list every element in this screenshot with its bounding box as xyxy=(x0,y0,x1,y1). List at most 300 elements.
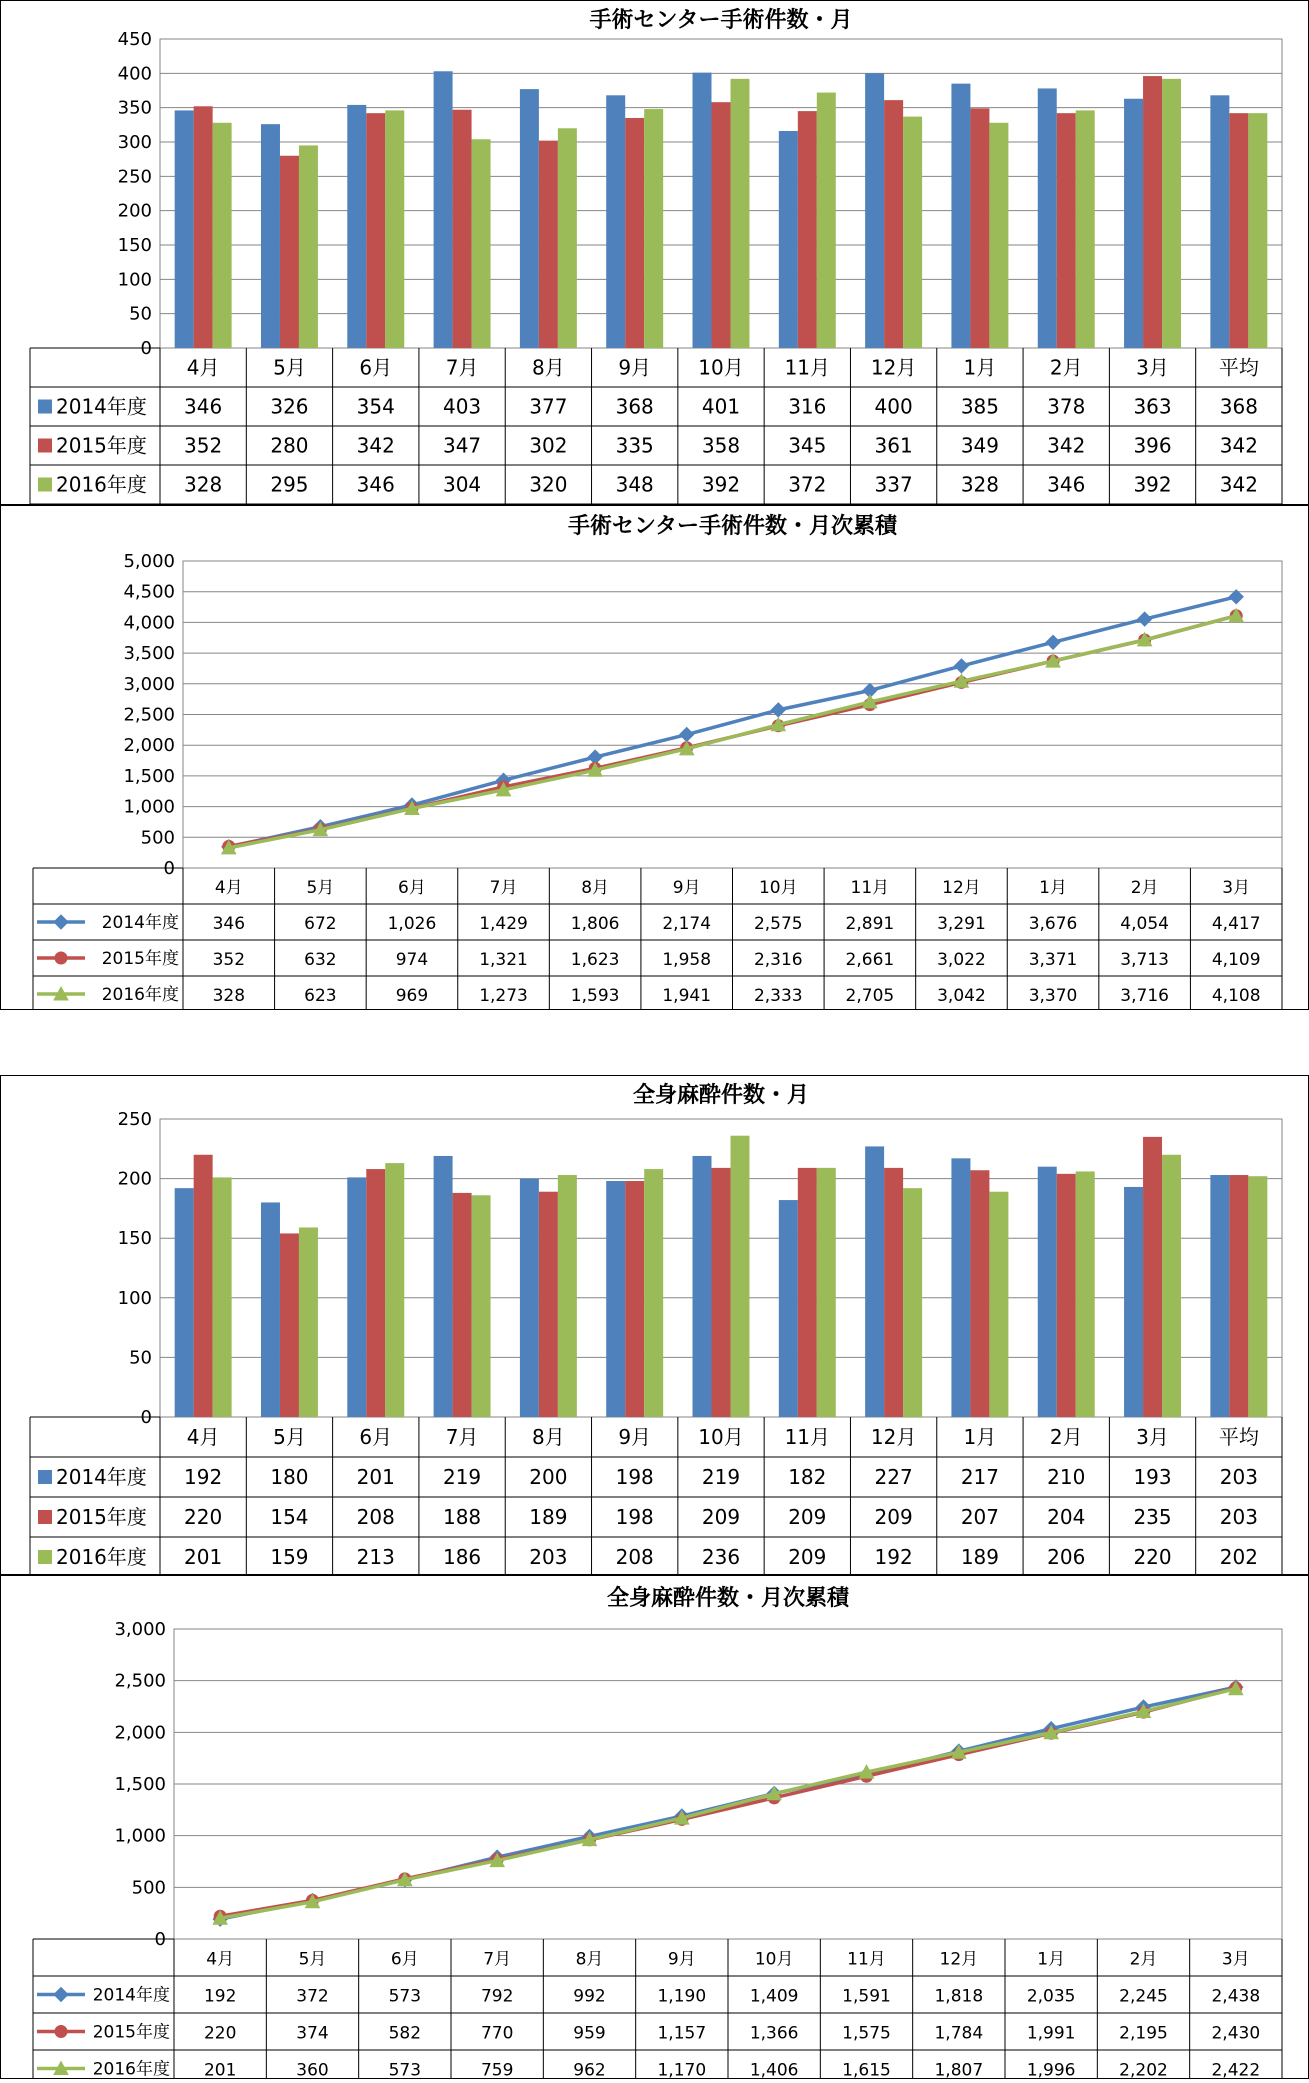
bar-2015年度-平均 xyxy=(1229,1175,1248,1417)
y-tick-label: 500 xyxy=(131,1877,166,1899)
data-cell-2015年度: 188 xyxy=(442,1505,482,1529)
bar-2014年度-12月 xyxy=(865,73,884,348)
x-category-label: 10月 xyxy=(754,1949,794,1970)
data-cell-2016年度: 392 xyxy=(701,472,741,497)
x-category-label: 平均 xyxy=(1218,1425,1259,1449)
x-category-label: 1月 xyxy=(1039,878,1067,898)
x-category-label: 10月 xyxy=(698,1425,744,1449)
data-cell-2014年度: 1,591 xyxy=(842,1986,891,2007)
data-cell-2014年度: 2,575 xyxy=(753,914,803,934)
data-cell-2016年度: 1,170 xyxy=(657,2060,707,2079)
data-cell-2014年度: 210 xyxy=(1047,1465,1086,1489)
y-tick-label: 200 xyxy=(117,200,152,222)
data-cell-2016年度: 202 xyxy=(1219,1545,1258,1569)
data-cell-2016年度: 304 xyxy=(442,472,482,497)
x-category-label: 7月 xyxy=(489,878,518,898)
bar-2015年度-2月 xyxy=(1057,1174,1076,1417)
y-tick-label: 250 xyxy=(117,1109,152,1130)
legend-label: 2016年度 xyxy=(56,1545,147,1569)
data-cell-2015年度: 204 xyxy=(1047,1505,1086,1529)
bar-2016年度-2月 xyxy=(1076,1171,1095,1417)
data-cell-2014年度: 2,174 xyxy=(662,914,712,934)
data-cell-2015年度: 1,366 xyxy=(749,2023,799,2044)
data-cell-2014年度: 193 xyxy=(1133,1465,1172,1489)
data-cell-2015年度: 1,321 xyxy=(479,950,528,970)
bar-2014年度-平均 xyxy=(1210,1175,1229,1417)
data-cell-2015年度: 1,157 xyxy=(657,2023,707,2044)
legend-label: 2016年度 xyxy=(101,985,179,1005)
data-cell-2016年度: 342 xyxy=(1219,472,1258,497)
y-tick-label: 4,500 xyxy=(123,581,175,603)
data-cell-2014年度: 401 xyxy=(701,394,741,419)
x-category-label: 5月 xyxy=(273,1425,306,1449)
bar-2014年度-11月 xyxy=(779,131,798,348)
bar-2014年度-2月 xyxy=(1038,1167,1057,1417)
legend-key-2016年度 xyxy=(38,478,52,492)
data-cell-2016年度: 208 xyxy=(615,1545,654,1569)
bar-2016年度-5月 xyxy=(299,1227,318,1417)
y-tick-label: 200 xyxy=(117,1168,152,1190)
data-cell-2014年度: 1,429 xyxy=(479,914,528,934)
x-category-label: 12月 xyxy=(870,1425,917,1449)
legend-label: 2014年度 xyxy=(92,1985,170,2006)
bar-2015年度-4月 xyxy=(194,106,213,348)
bar-2015年度-平均 xyxy=(1229,113,1248,348)
data-cell-2015年度: 198 xyxy=(615,1505,654,1529)
data-cell-2016年度: 3,370 xyxy=(1028,986,1078,1006)
x-category-label: 11月 xyxy=(850,878,890,898)
bar-2015年度-1月 xyxy=(970,1170,989,1417)
x-category-label: 平均 xyxy=(1218,355,1259,380)
bar-2016年度-7月 xyxy=(472,139,491,348)
anesthesia-monthly-chart xyxy=(0,1075,1309,1575)
data-cell-2014年度: 377 xyxy=(529,394,568,419)
x-category-label: 12月 xyxy=(870,355,917,380)
data-cell-2015年度: 1,575 xyxy=(842,2023,891,2044)
anesthesia-monthly-svg xyxy=(0,1075,1309,1575)
data-cell-2016年度: 392 xyxy=(1133,472,1172,497)
x-category-label: 9月 xyxy=(618,355,652,380)
bar-2015年度-10月 xyxy=(712,1168,731,1417)
y-tick-label: 2,500 xyxy=(114,1670,166,1692)
data-cell-2016年度: 328 xyxy=(184,472,223,497)
bar-2014年度-3月 xyxy=(1124,99,1143,348)
legend-key-2015年度 xyxy=(38,1510,52,1524)
bar-2014年度-9月 xyxy=(606,1181,625,1417)
bar-2015年度-3月 xyxy=(1143,76,1162,348)
data-cell-2015年度: 358 xyxy=(701,433,741,458)
data-cell-2016年度: 962 xyxy=(573,2060,606,2079)
bar-2014年度-4月 xyxy=(175,110,194,348)
data-cell-2014年度: 217 xyxy=(960,1465,1000,1489)
bar-2014年度-平均 xyxy=(1210,95,1229,348)
bar-2015年度-12月 xyxy=(884,1168,903,1417)
x-category-label: 2月 xyxy=(1130,878,1159,898)
data-cell-2015年度: 374 xyxy=(296,2023,329,2044)
data-cell-2016年度: 192 xyxy=(874,1545,913,1569)
data-cell-2015年度: 349 xyxy=(960,433,1000,458)
data-cell-2015年度: 345 xyxy=(788,433,827,458)
x-category-label: 1月 xyxy=(963,355,997,380)
legend-label: 2016年度 xyxy=(92,2059,170,2079)
x-category-label: 7月 xyxy=(483,1949,512,1970)
bar-2014年度-2月 xyxy=(1038,88,1057,348)
bar-2015年度-7月 xyxy=(453,110,472,348)
legend-label: 2016年度 xyxy=(56,472,147,497)
bar-2015年度-4月 xyxy=(194,1155,213,1417)
x-category-label: 3月 xyxy=(1222,878,1251,898)
data-cell-2015年度: 3,713 xyxy=(1120,950,1169,970)
legend-key-2016年度 xyxy=(38,1550,52,1564)
x-category-label: 2月 xyxy=(1049,1425,1083,1449)
bar-2015年度-10月 xyxy=(712,102,731,348)
data-cell-2016年度: 759 xyxy=(480,2060,514,2079)
data-cell-2016年度: 213 xyxy=(356,1545,395,1569)
x-category-label: 7月 xyxy=(445,1425,479,1449)
y-tick-label: 0 xyxy=(140,1407,152,1428)
x-category-label: 3月 xyxy=(1221,1949,1250,1970)
x-category-label: 3月 xyxy=(1136,1425,1169,1449)
bar-2016年度-11月 xyxy=(817,93,836,348)
data-cell-2016年度: 346 xyxy=(356,472,395,497)
data-cell-2015年度: 220 xyxy=(203,2023,237,2044)
bar-2014年度-7月 xyxy=(434,1156,453,1417)
bar-2015年度-2月 xyxy=(1057,113,1076,348)
data-cell-2015年度: 3,022 xyxy=(937,950,986,970)
data-cell-2014年度: 198 xyxy=(615,1465,654,1489)
data-cell-2016年度: 201 xyxy=(203,2060,237,2079)
legend-label: 2015年度 xyxy=(101,949,179,969)
x-category-label: 8月 xyxy=(532,1425,565,1449)
bar-2016年度-4月 xyxy=(213,1177,232,1417)
y-tick-label: 100 xyxy=(117,1287,152,1309)
y-tick-label: 50 xyxy=(129,1347,152,1369)
legend-label: 2015年度 xyxy=(56,433,147,458)
x-category-label: 2月 xyxy=(1129,1949,1158,1970)
y-tick-label: 2,500 xyxy=(123,704,175,726)
bar-2015年度-9月 xyxy=(625,1181,644,1417)
bar-2016年度-8月 xyxy=(558,1175,577,1417)
legend-label: 2014年度 xyxy=(56,1465,147,1489)
data-cell-2015年度: 220 xyxy=(184,1505,223,1529)
data-cell-2016年度: 1,941 xyxy=(662,986,712,1006)
bar-2016年度-5月 xyxy=(299,145,318,348)
bar-2015年度-6月 xyxy=(366,113,385,348)
bar-2014年度-5月 xyxy=(261,1202,280,1417)
data-cell-2016年度: 236 xyxy=(701,1545,741,1569)
data-cell-2016年度: 320 xyxy=(529,472,568,497)
bar-2015年度-11月 xyxy=(798,111,817,348)
y-tick-label: 150 xyxy=(117,235,152,256)
data-cell-2014年度: 4,417 xyxy=(1211,914,1261,934)
data-cell-2014年度: 200 xyxy=(529,1465,568,1489)
chart-title: 全身麻酔件数・月次累積 xyxy=(606,1586,850,1611)
data-cell-2014年度: 201 xyxy=(356,1465,395,1489)
y-tick-label: 250 xyxy=(117,166,152,188)
data-cell-2016年度: 159 xyxy=(270,1545,309,1569)
data-cell-2014年度: 346 xyxy=(184,394,223,419)
data-cell-2015年度: 189 xyxy=(529,1505,568,1529)
legend-marker-2015年度 xyxy=(55,2026,67,2038)
bar-2015年度-11月 xyxy=(798,1168,817,1417)
data-cell-2016年度: 209 xyxy=(788,1545,827,1569)
x-category-label: 11月 xyxy=(847,1949,886,1970)
bar-2014年度-4月 xyxy=(175,1188,194,1417)
data-cell-2014年度: 4,054 xyxy=(1120,914,1169,934)
x-category-label: 6月 xyxy=(359,355,393,380)
data-cell-2016年度: 328 xyxy=(960,472,1000,497)
data-cell-2014年度: 672 xyxy=(304,914,337,934)
bar-2016年度-12月 xyxy=(903,1188,922,1417)
data-cell-2014年度: 219 xyxy=(701,1465,741,1489)
data-cell-2015年度: 632 xyxy=(304,950,337,970)
data-cell-2016年度: 337 xyxy=(874,472,913,497)
data-cell-2014年度: 1,806 xyxy=(570,914,620,934)
bar-2015年度-5月 xyxy=(280,156,299,348)
data-cell-2014年度: 180 xyxy=(270,1465,309,1489)
x-category-label: 6月 xyxy=(398,878,426,898)
x-category-label: 12月 xyxy=(942,878,981,898)
bar-2015年度-8月 xyxy=(539,1192,558,1417)
data-cell-2014年度: 346 xyxy=(212,914,246,934)
legend-label: 2015年度 xyxy=(56,1505,147,1529)
data-cell-2015年度: 342 xyxy=(356,433,395,458)
data-cell-2014年度: 182 xyxy=(788,1465,827,1489)
data-cell-2015年度: 352 xyxy=(212,950,246,970)
data-cell-2016年度: 346 xyxy=(1047,472,1086,497)
data-cell-2016年度: 189 xyxy=(960,1545,1000,1569)
data-cell-2015年度: 209 xyxy=(874,1505,913,1529)
data-cell-2016年度: 3,716 xyxy=(1120,986,1169,1006)
legend-key-2015年度 xyxy=(38,439,52,453)
data-cell-2015年度: 396 xyxy=(1133,433,1172,458)
data-cell-2016年度: 348 xyxy=(615,472,654,497)
legend-key-2014年度 xyxy=(38,400,52,414)
x-category-label: 1月 xyxy=(963,1425,997,1449)
bar-2014年度-9月 xyxy=(606,95,625,348)
y-tick-label: 500 xyxy=(140,827,175,849)
y-tick-label: 4,000 xyxy=(123,612,175,634)
data-cell-2016年度: 186 xyxy=(442,1545,482,1569)
data-cell-2016年度: 203 xyxy=(529,1545,568,1569)
data-cell-2014年度: 192 xyxy=(203,1986,237,2007)
bar-2016年度-1月 xyxy=(989,123,1008,348)
data-cell-2015年度: 1,958 xyxy=(662,950,712,970)
y-tick-label: 400 xyxy=(117,63,152,85)
data-cell-2016年度: 4,108 xyxy=(1211,986,1261,1006)
bar-2015年度-12月 xyxy=(884,100,903,348)
data-cell-2014年度: 316 xyxy=(788,394,827,419)
data-cell-2016年度: 1,615 xyxy=(842,2060,891,2079)
bar-2016年度-11月 xyxy=(817,1168,836,1417)
x-category-label: 4月 xyxy=(206,1949,235,1970)
data-cell-2016年度: 1,273 xyxy=(479,986,528,1006)
data-cell-2014年度: 219 xyxy=(442,1465,482,1489)
bar-2016年度-1月 xyxy=(989,1192,1008,1417)
x-category-label: 5月 xyxy=(306,878,335,898)
bar-2016年度-4月 xyxy=(213,123,232,348)
data-cell-2015年度: 959 xyxy=(573,2023,606,2044)
y-tick-label: 1,000 xyxy=(123,796,175,818)
y-tick-label: 1,000 xyxy=(114,1825,166,1847)
y-tick-label: 1,500 xyxy=(114,1774,166,1795)
data-cell-2015年度: 302 xyxy=(529,433,568,458)
x-category-label: 1月 xyxy=(1037,1949,1066,1970)
y-tick-label: 0 xyxy=(163,858,175,879)
x-category-label: 11月 xyxy=(784,1425,831,1449)
data-cell-2014年度: 3,291 xyxy=(937,914,986,934)
anesthesia-cumulative-chart xyxy=(0,1575,1309,2079)
y-tick-label: 50 xyxy=(129,303,152,325)
data-cell-2016年度: 206 xyxy=(1047,1545,1086,1569)
bar-2016年度-7月 xyxy=(472,1195,491,1417)
y-tick-label: 0 xyxy=(154,1929,166,1950)
bar-2014年度-6月 xyxy=(347,105,366,348)
data-cell-2015年度: 342 xyxy=(1219,433,1258,458)
data-cell-2015年度: 1,991 xyxy=(1026,2023,1076,2044)
x-category-label: 4月 xyxy=(186,355,220,380)
data-cell-2014年度: 326 xyxy=(270,394,309,419)
data-cell-2016年度: 1,996 xyxy=(1026,2060,1076,2079)
bar-2014年度-10月 xyxy=(693,1156,712,1417)
bar-2015年度-9月 xyxy=(625,118,644,348)
x-category-label: 9月 xyxy=(618,1425,652,1449)
bar-2014年度-11月 xyxy=(779,1200,798,1417)
bar-2016年度-6月 xyxy=(385,110,404,348)
data-cell-2014年度: 573 xyxy=(388,1986,422,2007)
y-tick-label: 2,000 xyxy=(123,735,175,757)
bar-2016年度-8月 xyxy=(558,128,577,348)
bar-2014年度-1月 xyxy=(951,84,970,348)
x-category-label: 9月 xyxy=(667,1949,696,1970)
y-tick-label: 1,500 xyxy=(123,765,175,787)
data-cell-2016年度: 295 xyxy=(270,472,309,497)
data-cell-2014年度: 363 xyxy=(1133,394,1172,419)
data-cell-2014年度: 1,409 xyxy=(749,1986,799,2007)
x-category-label: 11月 xyxy=(784,355,831,380)
x-category-label: 7月 xyxy=(445,355,479,380)
bar-2014年度-8月 xyxy=(520,89,539,348)
bar-2016年度-6月 xyxy=(385,1163,404,1417)
legend-key-2014年度 xyxy=(38,1470,52,1484)
y-tick-label: 3,000 xyxy=(114,1619,166,1640)
surgery-monthly-svg xyxy=(0,0,1309,505)
data-cell-2014年度: 400 xyxy=(874,394,913,419)
data-cell-2014年度: 192 xyxy=(184,1465,223,1489)
data-cell-2015年度: 2,430 xyxy=(1211,2023,1261,2044)
data-cell-2016年度: 220 xyxy=(1133,1545,1172,1569)
x-category-label: 4月 xyxy=(186,1425,220,1449)
data-cell-2015年度: 342 xyxy=(1047,433,1086,458)
legend-label: 2014年度 xyxy=(56,394,147,419)
data-cell-2015年度: 209 xyxy=(701,1505,741,1529)
data-cell-2014年度: 1,818 xyxy=(934,1986,984,2007)
bar-2016年度-2月 xyxy=(1076,110,1095,348)
x-category-label: 4月 xyxy=(214,878,243,898)
data-cell-2015年度: 1,784 xyxy=(934,2023,984,2044)
x-category-label: 12月 xyxy=(939,1949,979,1970)
y-tick-label: 350 xyxy=(117,97,152,119)
data-cell-2015年度: 582 xyxy=(388,2023,422,2044)
bar-2016年度-9月 xyxy=(644,109,663,348)
data-cell-2014年度: 992 xyxy=(573,1986,606,2007)
bar-2014年度-3月 xyxy=(1124,1187,1143,1417)
bar-2016年度-3月 xyxy=(1162,1155,1181,1417)
surgery-cumulative-svg xyxy=(0,505,1309,1010)
x-category-label: 8月 xyxy=(581,878,610,898)
data-cell-2014年度: 372 xyxy=(296,1986,329,2007)
data-cell-2014年度: 2,245 xyxy=(1119,1986,1168,2007)
data-cell-2014年度: 227 xyxy=(874,1465,913,1489)
y-tick-label: 300 xyxy=(117,132,152,153)
bar-2016年度-10月 xyxy=(730,79,749,348)
data-cell-2015年度: 154 xyxy=(270,1505,309,1529)
bar-2014年度-12月 xyxy=(865,1146,884,1417)
data-cell-2014年度: 378 xyxy=(1047,394,1086,419)
x-category-label: 5月 xyxy=(298,1949,327,1970)
bar-2015年度-8月 xyxy=(539,141,558,348)
surgery-monthly-chart xyxy=(0,0,1309,505)
data-cell-2015年度: 2,661 xyxy=(845,950,895,970)
bar-2014年度-5月 xyxy=(261,124,280,348)
bar-2015年度-5月 xyxy=(280,1233,299,1417)
x-category-label: 6月 xyxy=(390,1949,419,1970)
x-category-label: 5月 xyxy=(273,355,306,380)
y-tick-label: 0 xyxy=(140,338,152,359)
surgery-cumulative-chart xyxy=(0,505,1309,1010)
bar-2016年度-10月 xyxy=(730,1136,749,1417)
legend-marker-2015年度 xyxy=(55,952,67,964)
data-cell-2015年度: 207 xyxy=(960,1505,1000,1529)
bar-2016年度-平均 xyxy=(1248,113,1267,348)
data-cell-2014年度: 3,676 xyxy=(1028,914,1078,934)
data-cell-2015年度: 335 xyxy=(615,433,654,458)
data-cell-2015年度: 361 xyxy=(874,433,913,458)
data-cell-2016年度: 623 xyxy=(304,986,337,1006)
data-cell-2014年度: 1,026 xyxy=(387,914,437,934)
data-cell-2015年度: 2,195 xyxy=(1119,2023,1168,2044)
bar-2016年度-9月 xyxy=(644,1169,663,1417)
data-cell-2015年度: 235 xyxy=(1133,1505,1172,1529)
data-cell-2015年度: 4,109 xyxy=(1211,950,1261,970)
legend-label: 2015年度 xyxy=(92,2022,170,2043)
data-cell-2014年度: 792 xyxy=(480,1986,514,2007)
data-cell-2015年度: 203 xyxy=(1219,1505,1258,1529)
bar-2015年度-6月 xyxy=(366,1169,385,1417)
data-cell-2016年度: 1,807 xyxy=(934,2060,984,2079)
x-category-label: 3月 xyxy=(1136,355,1169,380)
x-category-label: 8月 xyxy=(575,1949,604,1970)
data-cell-2015年度: 352 xyxy=(184,433,223,458)
bar-2014年度-8月 xyxy=(520,1179,539,1417)
data-cell-2016年度: 372 xyxy=(788,472,827,497)
y-tick-label: 100 xyxy=(117,269,152,291)
x-category-label: 2月 xyxy=(1049,355,1083,380)
x-category-label: 10月 xyxy=(758,878,798,898)
bar-2014年度-1月 xyxy=(951,1158,970,1417)
data-cell-2015年度: 208 xyxy=(356,1505,395,1529)
bar-2014年度-7月 xyxy=(434,71,453,348)
data-cell-2015年度: 770 xyxy=(480,2023,514,2044)
data-cell-2014年度: 2,035 xyxy=(1026,1986,1076,2007)
chart-title: 手術センター手術件数・月次累積 xyxy=(567,514,898,539)
data-cell-2015年度: 3,371 xyxy=(1028,950,1078,970)
data-cell-2015年度: 1,623 xyxy=(570,950,620,970)
data-cell-2016年度: 969 xyxy=(395,986,429,1006)
x-category-label: 6月 xyxy=(359,1425,393,1449)
data-cell-2016年度: 360 xyxy=(296,2060,329,2079)
data-cell-2016年度: 3,042 xyxy=(937,986,986,1006)
